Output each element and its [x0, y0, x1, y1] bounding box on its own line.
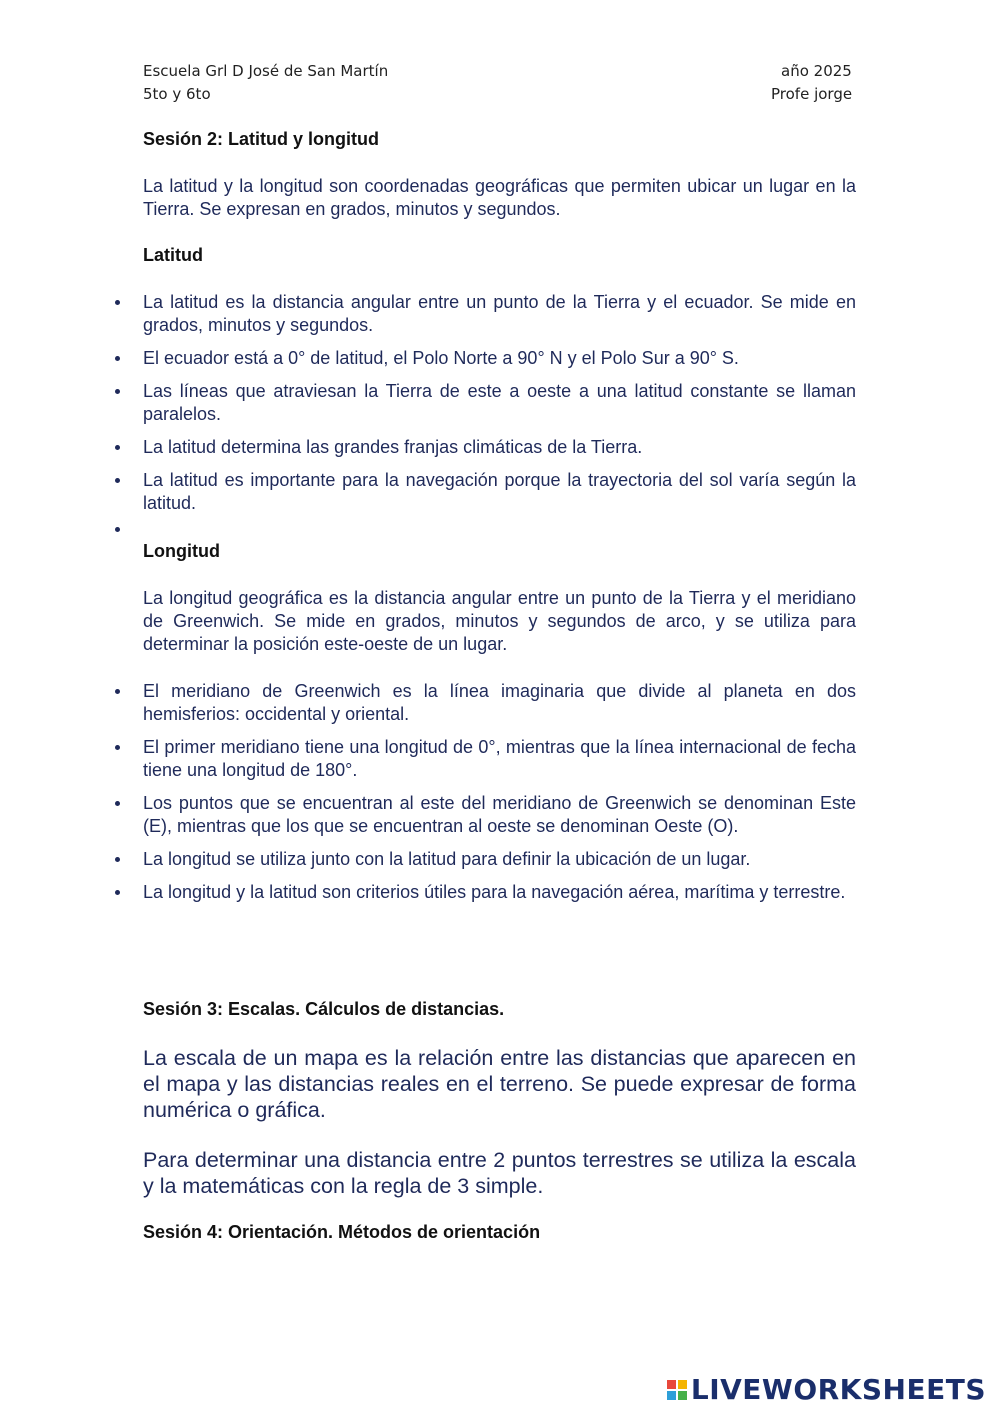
list-item: El meridiano de Greenwich es la línea imaginaria que divide al planeta en dos hemisferios: occidental y oriental.: [143, 681, 856, 724]
list-item: Las líneas que atraviesan la Tierra de este a oeste a una latitud constante se llaman paralelos.: [143, 381, 856, 424]
list-item: El ecuador está a 0° de latitud, el Polo Norte a 90° N y el Polo Sur a 90° S.: [143, 347, 856, 370]
longitude-intro: La longitud geográfica es la distancia angular entre un punto de la Tierra y el meridiano de Greenwich. Se mide en grados, minutos y segundos de arco, y se utiliza para determinar la posición este-oeste de un lugar.: [143, 588, 856, 654]
list-item: La latitud es la distancia angular entre un punto de la Tierra y el ecuador. Se mide en grados, minutos y segundos.: [143, 292, 856, 335]
session3-title: Sesión 3: Escalas. Cálculos de distancias.: [143, 999, 505, 1019]
logo-blocks-icon: [667, 1380, 687, 1400]
longitude-heading: Longitud: [143, 541, 220, 561]
list-item: La longitud y la latitud son criterios útiles para la navegación aérea, marítima y terrestre.: [143, 881, 856, 904]
liveworksheets-logo: [667, 1373, 986, 1406]
grades-label: 5to y 6to: [143, 85, 211, 103]
longitude-bullet-list: [143, 680, 856, 914]
logo-text: LIVEWORKSHEETS: [690, 1373, 986, 1406]
school-name: Escuela Grl D José de San Martín: [143, 62, 389, 80]
session4-title: Sesión 4: Orientación. Métodos de orientación: [143, 1222, 541, 1242]
scale-paragraph: La escala de un mapa es la relación entre las distancias que aparecen en el mapa y las distancias reales en el terreno. Se puede expresar de forma numérica o gráfica.: [143, 1046, 856, 1122]
distance-paragraph: Para determinar una distancia entre 2 puntos terrestres se utiliza la escala y la matemáticas con la regla de 3 simple.: [143, 1148, 856, 1198]
list-item: La latitud determina las grandes franjas climáticas de la Tierra.: [143, 436, 856, 459]
list-item: Los puntos que se encuentran al este del meridiano de Greenwich se denominan Este (E), mientras que los que se encuentran al oeste se denominan Oeste (O).: [143, 793, 856, 836]
list-item: El primer meridiano tiene una longitud de 0°, mientras que la línea internacional de fecha tiene una longitud de 180°.: [143, 737, 856, 780]
year-label: año 2025: [781, 62, 852, 80]
list-item: La latitud es importante para la navegación porque la trayectoria del sol varía según la latitud.: [143, 470, 856, 513]
session2-title: Sesión 2: Latitud y longitud: [143, 129, 379, 149]
empty-bullet: [115, 527, 120, 532]
session2-intro: La latitud y la longitud son coordenadas geográficas que permiten ubicar un lugar en la Tierra. Se expresan en grados, minutos y segundos.: [143, 176, 856, 219]
latitude-heading: Latitud: [143, 245, 203, 265]
latitude-bullet-list: [143, 291, 856, 525]
teacher-label: Profe jorge: [771, 85, 853, 103]
list-item: La longitud se utiliza junto con la latitud para definir la ubicación de un lugar.: [143, 848, 856, 871]
